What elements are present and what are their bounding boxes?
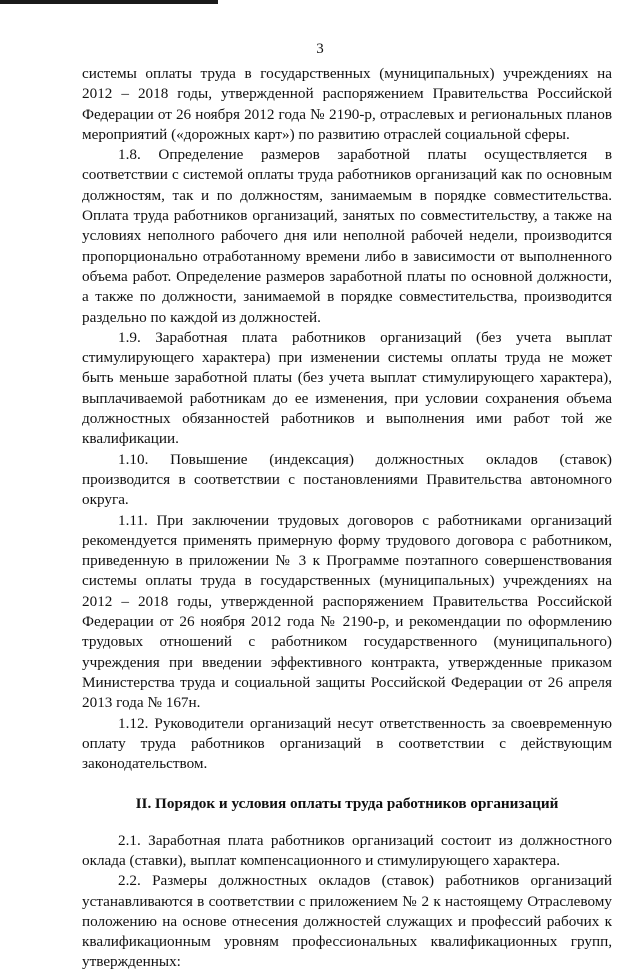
paragraph-1-8: 1.8. Определение размеров заработной платы осуществляется в соответствии с системой оплаты труда работников организаций как по основным должностям, так и по должностям, занимаемым в порядке совместительства. Оплата труда работников организаций, занятых по совместительству, а также на условиях неполного рабочего дня или неполной рабочей недели, производится пропорционально отработанному времени либо в зависимости от выполненного объема работ. Определение размеров заработной платы по основной должности, а также по должности, занимаемой в порядке совместительства, производится раздельно по каждой из должностей. bbox=[82, 146, 612, 326]
paragraph-1-10: 1.10. Повышение (индексация) должностных окладов (ставок) производится в соответствии с постановлениями Правительства автономного округа. bbox=[82, 450, 612, 509]
page-number: 3 bbox=[316, 41, 324, 57]
document-body bbox=[82, 64, 612, 973]
section-heading: II. Порядок и условия оплаты труда работников организаций bbox=[135, 795, 559, 813]
paragraph-2-2: 2.2. Размеры должностных окладов (ставок) работников организаций устанавливаются в соответствии с приложением № 2 к настоящему Отраслевому положению на основе отнесения должностей служащих и профессий рабочих к квалификационным уровням профессиональных квалификационных групп, утвержденных: bbox=[82, 872, 612, 971]
paragraph-2-1: 2.1. Заработная плата работников организаций состоит из должностного оклада (ставки), выплат компенсационного и стимулирующего характера. bbox=[82, 831, 612, 869]
paragraph-continuation: системы оплаты труда в государственных (муниципальных) учреждениях на 2012 – 2018 годы, утвержденной распоряжением Правительства Российской Федерации от 26 ноября 2012 года № 2190-р, отраслевых и региональных планов мероприятий («дорожных карт») по развитию отраслей социальной сферы. bbox=[82, 65, 612, 143]
paragraph-1-12: 1.12. Руководители организаций несут ответственность за своевременную оплату труда работников организаций в соответствии с действующим законодательством. bbox=[82, 714, 612, 773]
paragraph-1-9: 1.9. Заработная плата работников организаций (без учета выплат стимулирующего характера) при изменении системы оплаты труда не может быть меньше заработной платы (без учета выплат стимулирующего характера), выплачиваемой работникам до ее изменения, при условии сохранения объема должностных обязанностей работников и выполнения ими работ той же квалификации. bbox=[82, 328, 612, 448]
top-rule-line bbox=[0, 0, 218, 4]
paragraph-1-11: 1.11. При заключении трудовых договоров с работниками организаций рекомендуется применять примерную форму трудового договора с работником, приведенную в приложении № 3 к Программе поэтапного совершенствования системы оплаты труда в государственных (муниципальных) учреждениях на 2012 – 2018 годы, утвержденной распоряжением Правительства Российской Федерации от 26 ноября 2012 года № 2190-р, и рекомендации по оформлению трудовых отношений с работником государственного (муниципального) учреждения при введении эффективного контракта, утвержденные приказом Министерства труда и социальной защиты Российской Федерации от 26 апреля 2013 года № 167н. bbox=[82, 511, 612, 712]
